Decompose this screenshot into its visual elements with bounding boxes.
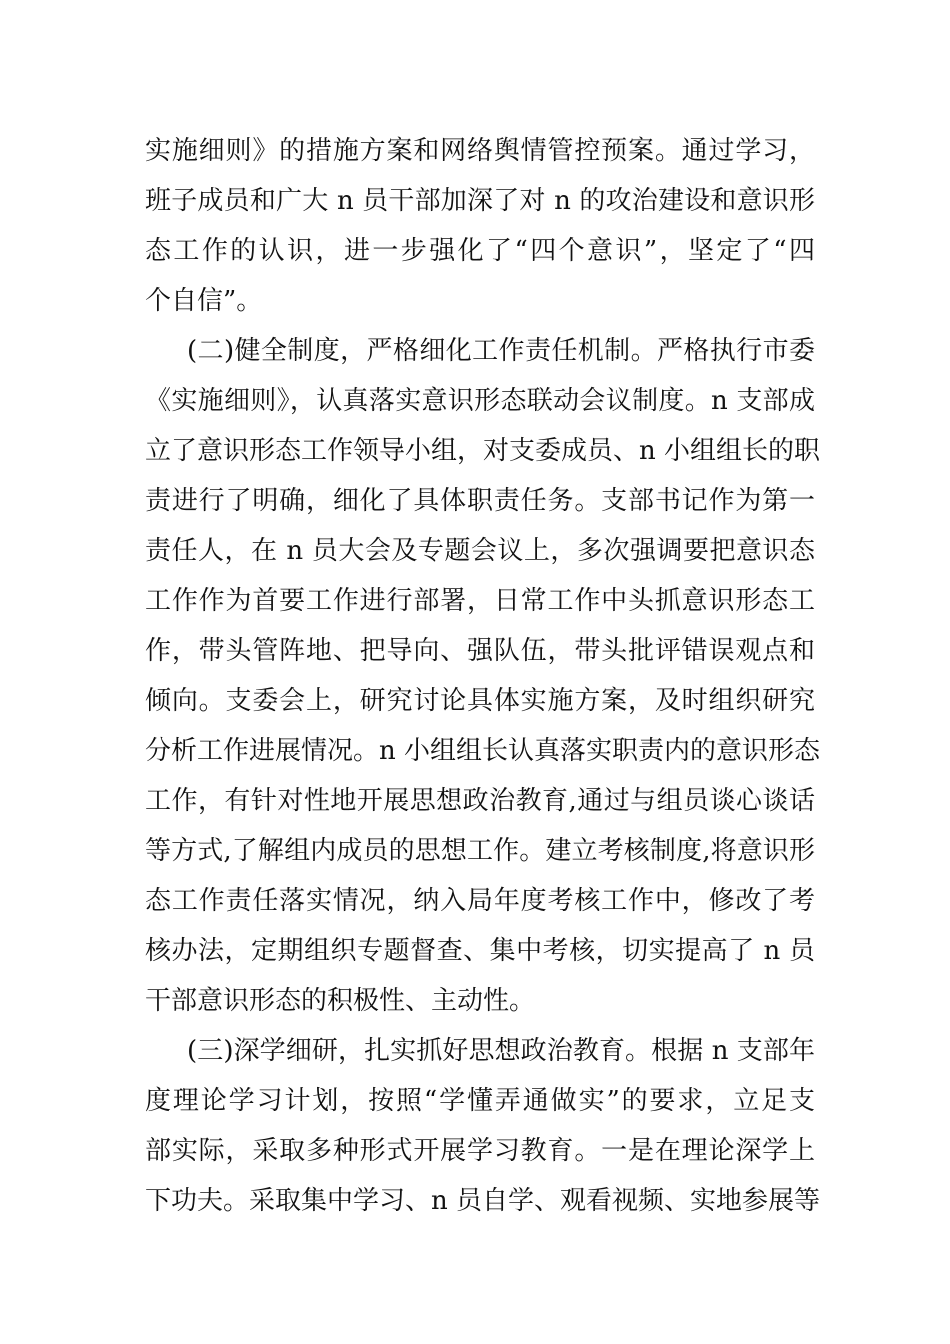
text-line-3: 态工作的认识，进一步强化了“四个意识”，坚定了“四 (145, 236, 815, 266)
text-line-6: 《实施细则》，认真落实意识形态联动会议制度。n 支部成 (145, 386, 815, 416)
text-line-14: 工作，有针对性地开展思想政治教育,通过与组员谈心谈话 (145, 786, 815, 816)
text-line-4: 个自信”。 (145, 286, 263, 316)
text-line-18: 干部意识形态的积极性、主动性。 (145, 986, 536, 1016)
text-line-16: 态工作责任落实情况，纳入局年度考核工作中，修改了考 (145, 886, 815, 916)
text-line-10: 工作作为首要工作进行部署，日常工作中头抓意识形态工 (145, 586, 815, 616)
text-line-21: 部实际，采取多种形式开展学习教育。一是在理论深学上 (145, 1136, 815, 1166)
text-line-12: 倾向。支委会上，研究讨论具体实施方案，及时组织研究 (145, 686, 815, 716)
text-line-9: 责任人，在 n 员大会及专题会议上，多次强调要把意识态 (145, 536, 815, 566)
text-line-13: 分析工作进展情况。n 小组组长认真落实职责内的意识形态 (145, 736, 821, 766)
text-line-7: 立了意识形态工作领导小组，对支委成员、n 小组组长的职 (145, 436, 821, 466)
text-line-2: 班子成员和广大 n 员干部加深了对 n 的攻治建设和意识形 (145, 186, 815, 216)
text-line-8: 责进行了明确，细化了具体职责任务。支部书记作为第一 (145, 486, 815, 516)
text-line-1: 实施细则》的措施方案和网络舆情管控预案。通过学习， (145, 136, 815, 166)
text-line-22: 下功夫。采取集中学习、n 员自学、观看视频、实地参展等 (145, 1186, 821, 1216)
text-line-15: 等方式,了解组内成员的思想工作。建立考核制度,将意识形 (145, 836, 815, 866)
text-line-20: 度理论学习计划，按照“学懂弄通做实”的要求，立足支 (145, 1086, 815, 1116)
paragraph-heading-3: (三)深学细研，扎实抓好思想政治教育。根据 n 支部年 (187, 1036, 815, 1066)
text-line-11: 作，带头管阵地、把导向、强队伍，带头批评错误观点和 (145, 636, 815, 666)
text-line-17: 核办法，定期组织专题督查、集中考核，切实提高了 n 员 (145, 936, 815, 966)
paragraph-heading-2: (二)健全制度，严格细化工作责任机制。严格执行市委 (187, 336, 815, 366)
